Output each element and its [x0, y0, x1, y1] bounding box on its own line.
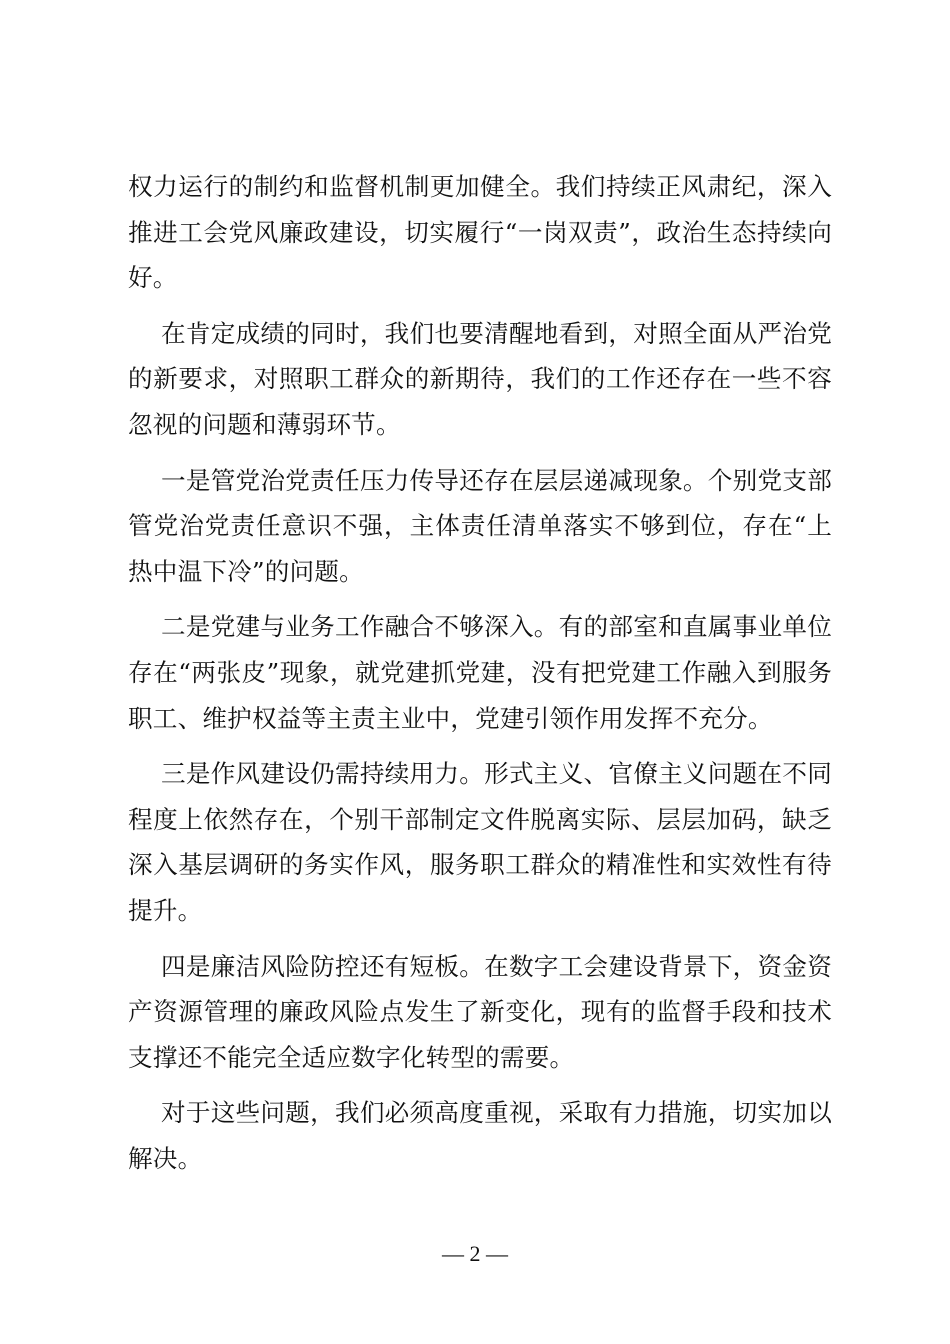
line: 党的新要求，对照职工群众的新期待，我们的工作还存在一些	[128, 318, 832, 394]
line: “上热中温下冷”的问题。	[128, 511, 832, 586]
line: 部管党治党责任意识不强，主体责任清单落实不够到位，存在	[128, 465, 832, 541]
paragraph-conclusion	[128, 1090, 832, 1181]
paragraph-continuation	[128, 164, 832, 301]
line: 一是管党治党责任压力传导还存在层层递减现象。个别党支	[161, 465, 808, 495]
paragraph-shortcomings-intro	[128, 311, 832, 448]
line: 三是作风建设仍需持续用力。形式主义、官僚主义问题在不	[161, 759, 808, 789]
line: 以解决。	[128, 1098, 832, 1173]
line: 技术支撑还不能完全适应数字化转型的需要。	[128, 997, 832, 1072]
page-number: — 2 —	[442, 1241, 508, 1266]
line: 性有待提升。	[128, 850, 832, 925]
line: 二是党建与业务工作融合不够深入。有的部室和直属事业单	[161, 612, 808, 642]
line: 在肯定成绩的同时，我们也要清醒地看到，对照全面从严治	[161, 318, 808, 348]
line: 四是廉洁风险防控还有短板。在数字工会建设背景下，资金	[161, 951, 808, 981]
document-body	[128, 164, 832, 1181]
line: 持续向好。	[128, 217, 832, 293]
paragraph-issue-two	[128, 604, 832, 741]
line: 同程度上依然存在，个别干部制定文件脱离实际、层层加码，	[128, 759, 832, 834]
line: 入推进工会党风廉政建设，切实履行“一岗双责”，政治生态	[128, 172, 832, 247]
line: 不容忽视的问题和薄弱环节。	[128, 364, 832, 439]
paragraph-issue-four	[128, 944, 832, 1081]
line: 对于这些问题，我们必须高度重视，采取有力措施，切实加	[161, 1098, 808, 1128]
paragraph-issue-one	[128, 458, 832, 595]
line: 缺乏深入基层调研的务实作风，服务职工群众的精准性和实效	[128, 804, 832, 880]
line: 分。	[723, 703, 773, 733]
line: 权力运行的制约和监督机制更加健全。我们持续正风肃纪，深	[128, 172, 808, 201]
paragraph-issue-three	[128, 751, 832, 933]
line: 到服务职工、维护权益等主责主业中，党建引领作用发挥不充	[128, 657, 832, 733]
line: 位存在“两张皮”现象，就党建抓党建，没有把党建工作融入	[128, 612, 832, 687]
line: 资产资源管理的廉政风险点发生了新变化，现有的监督手段和	[128, 951, 832, 1027]
